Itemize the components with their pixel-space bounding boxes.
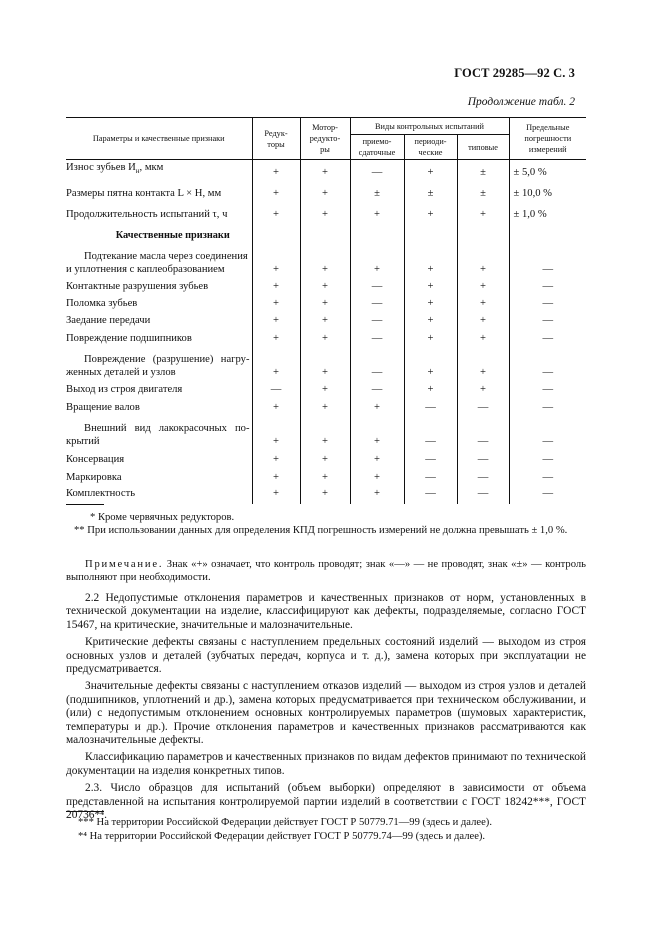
table-row bbox=[66, 414, 586, 448]
cell-priemo: — bbox=[350, 327, 404, 345]
cell-period: ± bbox=[404, 179, 457, 200]
cell-reduktory: + bbox=[252, 179, 300, 200]
cell-tipovye: — bbox=[457, 396, 509, 414]
footnote-2: ** При использовании данных для определения КПД погрешность измерений не должна превышать ± 1,0 %. bbox=[74, 525, 568, 536]
cell-period: + bbox=[404, 379, 457, 396]
cell-period: + bbox=[404, 200, 457, 221]
row-name: Размеры пятна контакта L × H, мм bbox=[66, 187, 222, 199]
cell-priemo: — bbox=[350, 160, 404, 179]
paragraph-classification: Классификацию параметров и качественных признаков по видам дефектов принимают по технической документации на изделия конкретных типов. bbox=[66, 751, 586, 777]
table-row bbox=[66, 327, 586, 345]
cell-motor: + bbox=[300, 484, 350, 504]
cell-reduktory: + bbox=[252, 414, 300, 448]
footnote-divider bbox=[66, 504, 104, 505]
cell-period: — bbox=[404, 414, 457, 448]
cell-tipovye: + bbox=[457, 310, 509, 327]
cell-reduktory: + bbox=[252, 327, 300, 345]
table-row bbox=[66, 242, 586, 276]
cell-priemo: + bbox=[350, 448, 404, 466]
cell-reduktory: + bbox=[252, 242, 300, 276]
cell-error: — bbox=[509, 345, 586, 379]
table-row bbox=[66, 448, 586, 466]
cell-priemo: — bbox=[350, 345, 404, 379]
row-name: Консервация bbox=[66, 453, 125, 465]
paragraph-2-3: 2.3. Число образцов для испытаний (объем выборки) определяют в зависимости от объема представленной на испытания контролируемой партии изделий в соответствии с ГОСТ 18242***, ГОСТ 20736*⁴. bbox=[66, 782, 586, 822]
cell-error: — bbox=[509, 414, 586, 448]
row-name: Износ зубьев И bbox=[66, 162, 136, 174]
footnote-3: *** На территории Российской Федерации действует ГОСТ Р 50779.71—99 (здесь и далее). bbox=[78, 817, 492, 828]
cell-tipovye: ± bbox=[457, 179, 509, 200]
cell-tipovye: ± bbox=[457, 160, 509, 179]
cell-priemo: ± bbox=[350, 179, 404, 200]
cell-motor: + bbox=[300, 200, 350, 221]
cell-period: — bbox=[404, 396, 457, 414]
cell-priemo: — bbox=[350, 379, 404, 396]
cell-reduktory: + bbox=[252, 310, 300, 327]
cell-motor: + bbox=[300, 466, 350, 484]
cell-error: — bbox=[509, 466, 586, 484]
cell-period: + bbox=[404, 310, 457, 327]
table-row bbox=[66, 396, 586, 414]
cell-motor: + bbox=[300, 448, 350, 466]
cell-priemo: — bbox=[350, 293, 404, 310]
table-row bbox=[66, 310, 586, 327]
cell-period: + bbox=[404, 276, 457, 293]
cell-motor: + bbox=[300, 179, 350, 200]
cell-error: — bbox=[509, 484, 586, 504]
table-row bbox=[66, 379, 586, 396]
cell-motor: + bbox=[300, 379, 350, 396]
table-row bbox=[66, 345, 586, 379]
row-name: Контактные разрушения зубьев bbox=[66, 280, 209, 292]
cell-period: + bbox=[404, 293, 457, 310]
header-reduktory: Редук-торы bbox=[252, 118, 300, 160]
cell-error: — bbox=[509, 448, 586, 466]
bottom-footnote-divider bbox=[66, 811, 104, 812]
footnote-4-mark: *⁴ bbox=[78, 831, 87, 842]
header-motor-reduktory: Мотор-редукто-ры bbox=[300, 118, 350, 160]
row-name: Вращение валов bbox=[66, 401, 140, 413]
table-row bbox=[66, 179, 586, 200]
row-name: Выход из строя двигателя bbox=[66, 383, 183, 395]
cell-error: — bbox=[509, 396, 586, 414]
paragraph-critical: Критические дефекты связаны с наступлением предельных состояний изделий — выходом из строя основных узлов и деталей (зубчатых передач, корпуса и т. д.), замена которых при эксплуатации не предусматривается. bbox=[66, 636, 586, 676]
cell-priemo: + bbox=[350, 466, 404, 484]
footnote-4-text: На территории Российской Федерации действует ГОСТ Р 50779.74—99 (здесь и далее). bbox=[89, 831, 486, 842]
cell-reduktory: + bbox=[252, 276, 300, 293]
paragraph-significant: Значительные дефекты связаны с наступлением отказов изделий — выходом из строя узлов и деталей (подшипников, уплотнений и др.), замена которых предусматривается при техническом обслуживании, и (или) с недопустимым отклонением основных контролируемых параметров (шумовых характеристик, температуры и др.). Прочие отклонения параметров и качественных признаков рассматриваются как малозначительные дефекты. bbox=[66, 680, 586, 747]
paragraph-2-2: 2.2 Недопустимые отклонения параметров и качественных признаков от норм, установленных в технической документации на изделие, классифицируют как дефекты, подразделяемые, согласно ГОСТ 15467, на критические, значительные и малозначительные. bbox=[66, 592, 586, 631]
cell-error: ± 1,0 % bbox=[509, 200, 586, 221]
cell-priemo: + bbox=[350, 242, 404, 276]
cell-priemo: + bbox=[350, 414, 404, 448]
cell-period: + bbox=[404, 160, 457, 179]
cell-tipovye: + bbox=[457, 276, 509, 293]
cell-motor: + bbox=[300, 414, 350, 448]
cell-motor: + bbox=[300, 327, 350, 345]
section-row bbox=[66, 221, 586, 242]
header-measurement-error: Предельные погрешности измерений bbox=[509, 118, 586, 160]
cell-motor: + bbox=[300, 242, 350, 276]
row-name: Повреждение подшипников bbox=[66, 332, 192, 344]
row-name: Продолжительность испытаний τ, ч bbox=[66, 208, 228, 220]
table-row bbox=[66, 484, 586, 504]
table-row bbox=[66, 293, 586, 310]
page-header: ГОСТ 29285—92 С. 3 bbox=[454, 66, 575, 80]
cell-period: + bbox=[404, 345, 457, 379]
cell-error: — bbox=[509, 293, 586, 310]
cell-motor: + bbox=[300, 276, 350, 293]
cell-motor: + bbox=[300, 396, 350, 414]
cell-reduktory: + bbox=[252, 160, 300, 179]
spec-table bbox=[66, 117, 586, 504]
row-name-tail: , мкм bbox=[139, 162, 164, 174]
cell-reduktory: + bbox=[252, 200, 300, 221]
cell-error: — bbox=[509, 242, 586, 276]
row-name: Поломка зубьев bbox=[66, 297, 138, 309]
row-name: Комплектность bbox=[66, 488, 136, 499]
cell-error: — bbox=[509, 276, 586, 293]
cell-tipovye: + bbox=[457, 345, 509, 379]
cell-tipovye: — bbox=[457, 466, 509, 484]
header-period: периоди-ческие bbox=[404, 135, 457, 160]
footnote-4 bbox=[66, 830, 586, 843]
row-name: Заедание передачи bbox=[66, 314, 151, 326]
table-continuation-label: Продолжение табл. 2 bbox=[467, 96, 575, 108]
cell-tipovye: + bbox=[457, 379, 509, 396]
cell-reduktory: + bbox=[252, 448, 300, 466]
cell-period: — bbox=[404, 466, 457, 484]
row-name: Повреждение (разрушение) нагру-женных деталей и узлов bbox=[66, 353, 250, 378]
section-title: Качественные признаки bbox=[115, 229, 230, 241]
cell-reduktory: + bbox=[252, 396, 300, 414]
note-text: Знак «+» означает, что контроль проводят; знак «—» — не проводят, знак «±» — контроль выполняют при необходимости. bbox=[66, 559, 586, 584]
table-row bbox=[66, 276, 586, 293]
cell-priemo: + bbox=[350, 396, 404, 414]
cell-priemo: — bbox=[350, 310, 404, 327]
table-row bbox=[66, 160, 586, 179]
cell-period: — bbox=[404, 484, 457, 504]
cell-error: ± 5,0 % bbox=[509, 160, 586, 179]
cell-motor: + bbox=[300, 310, 350, 327]
cell-error: — bbox=[509, 310, 586, 327]
header-param: Параметры и качественные признаки bbox=[66, 118, 252, 160]
row-name: Маркировка bbox=[66, 471, 122, 483]
cell-tipovye: + bbox=[457, 327, 509, 345]
cell-period: — bbox=[404, 448, 457, 466]
cell-tipovye: + bbox=[457, 293, 509, 310]
cell-priemo: — bbox=[350, 276, 404, 293]
cell-reduktory: + bbox=[252, 484, 300, 504]
cell-tipovye: + bbox=[457, 200, 509, 221]
note-label: Примечание. bbox=[85, 559, 164, 570]
cell-reduktory: + bbox=[252, 293, 300, 310]
cell-tipovye: + bbox=[457, 242, 509, 276]
cell-tipovye: — bbox=[457, 448, 509, 466]
cell-motor: + bbox=[300, 293, 350, 310]
cell-reduktory: + bbox=[252, 345, 300, 379]
table-row bbox=[66, 466, 586, 484]
footnote-1: * Кроме червячных редукторов. bbox=[90, 512, 235, 523]
row-name: Подтекание масла через соединения и уплотнения с каплеобразованием bbox=[66, 250, 248, 275]
row-sub: н bbox=[135, 167, 140, 176]
cell-motor: + bbox=[300, 160, 350, 179]
table-row bbox=[66, 200, 586, 221]
row-name: Внешний вид лакокрасочных по-крытий bbox=[66, 422, 250, 447]
cell-period: + bbox=[404, 327, 457, 345]
cell-period: + bbox=[404, 242, 457, 276]
cell-motor: + bbox=[300, 345, 350, 379]
header-tipovye: типовые bbox=[457, 135, 509, 160]
table-note bbox=[66, 558, 586, 585]
cell-tipovye: — bbox=[457, 484, 509, 504]
cell-priemo: + bbox=[350, 200, 404, 221]
cell-error: — bbox=[509, 379, 586, 396]
cell-error: ± 10,0 % bbox=[509, 179, 586, 200]
header-test-types: Виды контрольных испытаний bbox=[350, 118, 509, 135]
cell-priemo: + bbox=[350, 484, 404, 504]
cell-error: — bbox=[509, 327, 586, 345]
header-priemo: приемо-сдаточные bbox=[350, 135, 404, 160]
cell-reduktory: + bbox=[252, 466, 300, 484]
cell-reduktory: — bbox=[252, 379, 300, 396]
cell-tipovye: — bbox=[457, 414, 509, 448]
body-paragraphs bbox=[66, 592, 586, 827]
spec-table-container bbox=[66, 117, 586, 504]
